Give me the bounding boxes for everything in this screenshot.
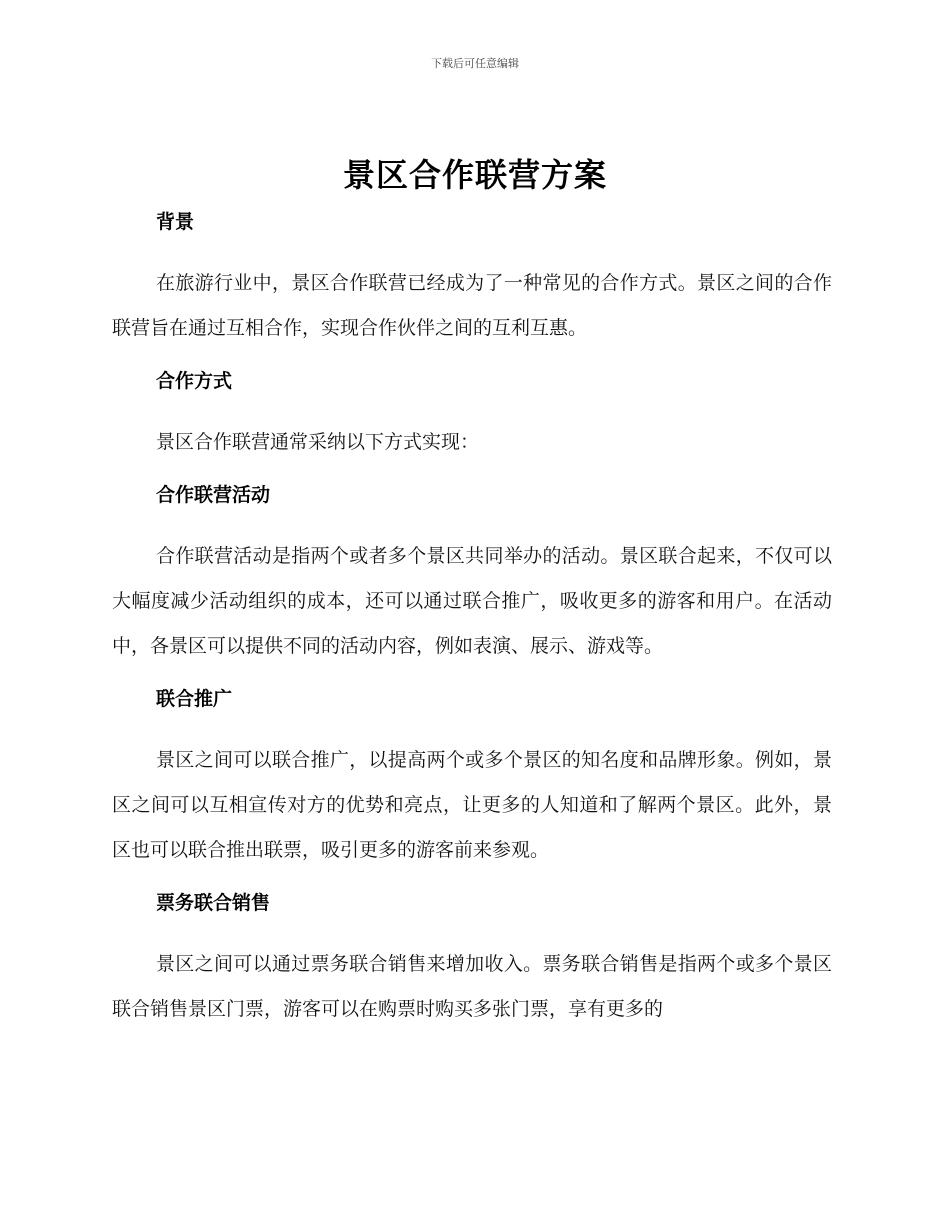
- section-joint-ticket-sales: [112, 886, 832, 1032]
- section-background: [112, 205, 832, 351]
- section-heading: 背景: [156, 211, 195, 233]
- section-cooperation-methods: [112, 364, 832, 465]
- section-paragraph: 景区合作联营通常采纳以下方式实现：: [156, 431, 480, 453]
- document-title: 景区合作联营方案: [342, 156, 607, 194]
- section-paragraph: 景区之间可以联合推广，以提高两个或多个景区的知名度和品牌形象。例如，景区之间可以互相宣传对方的优势和亮点，让更多的人知道和了解两个景区。此外，景区也可以联合推出联票，吸引更多的游客前来参观。: [112, 749, 832, 861]
- section-heading: 联合推广: [156, 688, 233, 710]
- header-note: 下载后可任意编辑: [431, 57, 519, 70]
- document-body: [112, 205, 832, 1045]
- section-paragraph: 景区之间可以通过票务联合销售来增加收入。票务联合销售是指两个或多个景区联合销售景区门票，游客可以在购票时购买多张门票，享有更多的: [112, 953, 832, 1020]
- section-heading: 合作方式: [156, 370, 233, 392]
- section-heading: 合作联营活动: [156, 484, 271, 506]
- section-heading: 票务联合销售: [156, 892, 271, 914]
- section-paragraph: 合作联营活动是指两个或者多个景区共同举办的活动。景区联合起来，不仅可以大幅度减少活动组织的成本，还可以通过联合推广，吸收更多的游客和用户。在活动中，各景区可以提供不同的活动内容，例如表演、展示、游戏等。: [112, 545, 832, 657]
- section-joint-promotion: [112, 682, 832, 873]
- section-joint-activities: [112, 478, 832, 669]
- section-paragraph: 在旅游行业中，景区合作联营已经成为了一种常见的合作方式。景区之间的合作联营旨在通过互相合作，实现合作伙伴之间的互利互惠。: [112, 272, 832, 339]
